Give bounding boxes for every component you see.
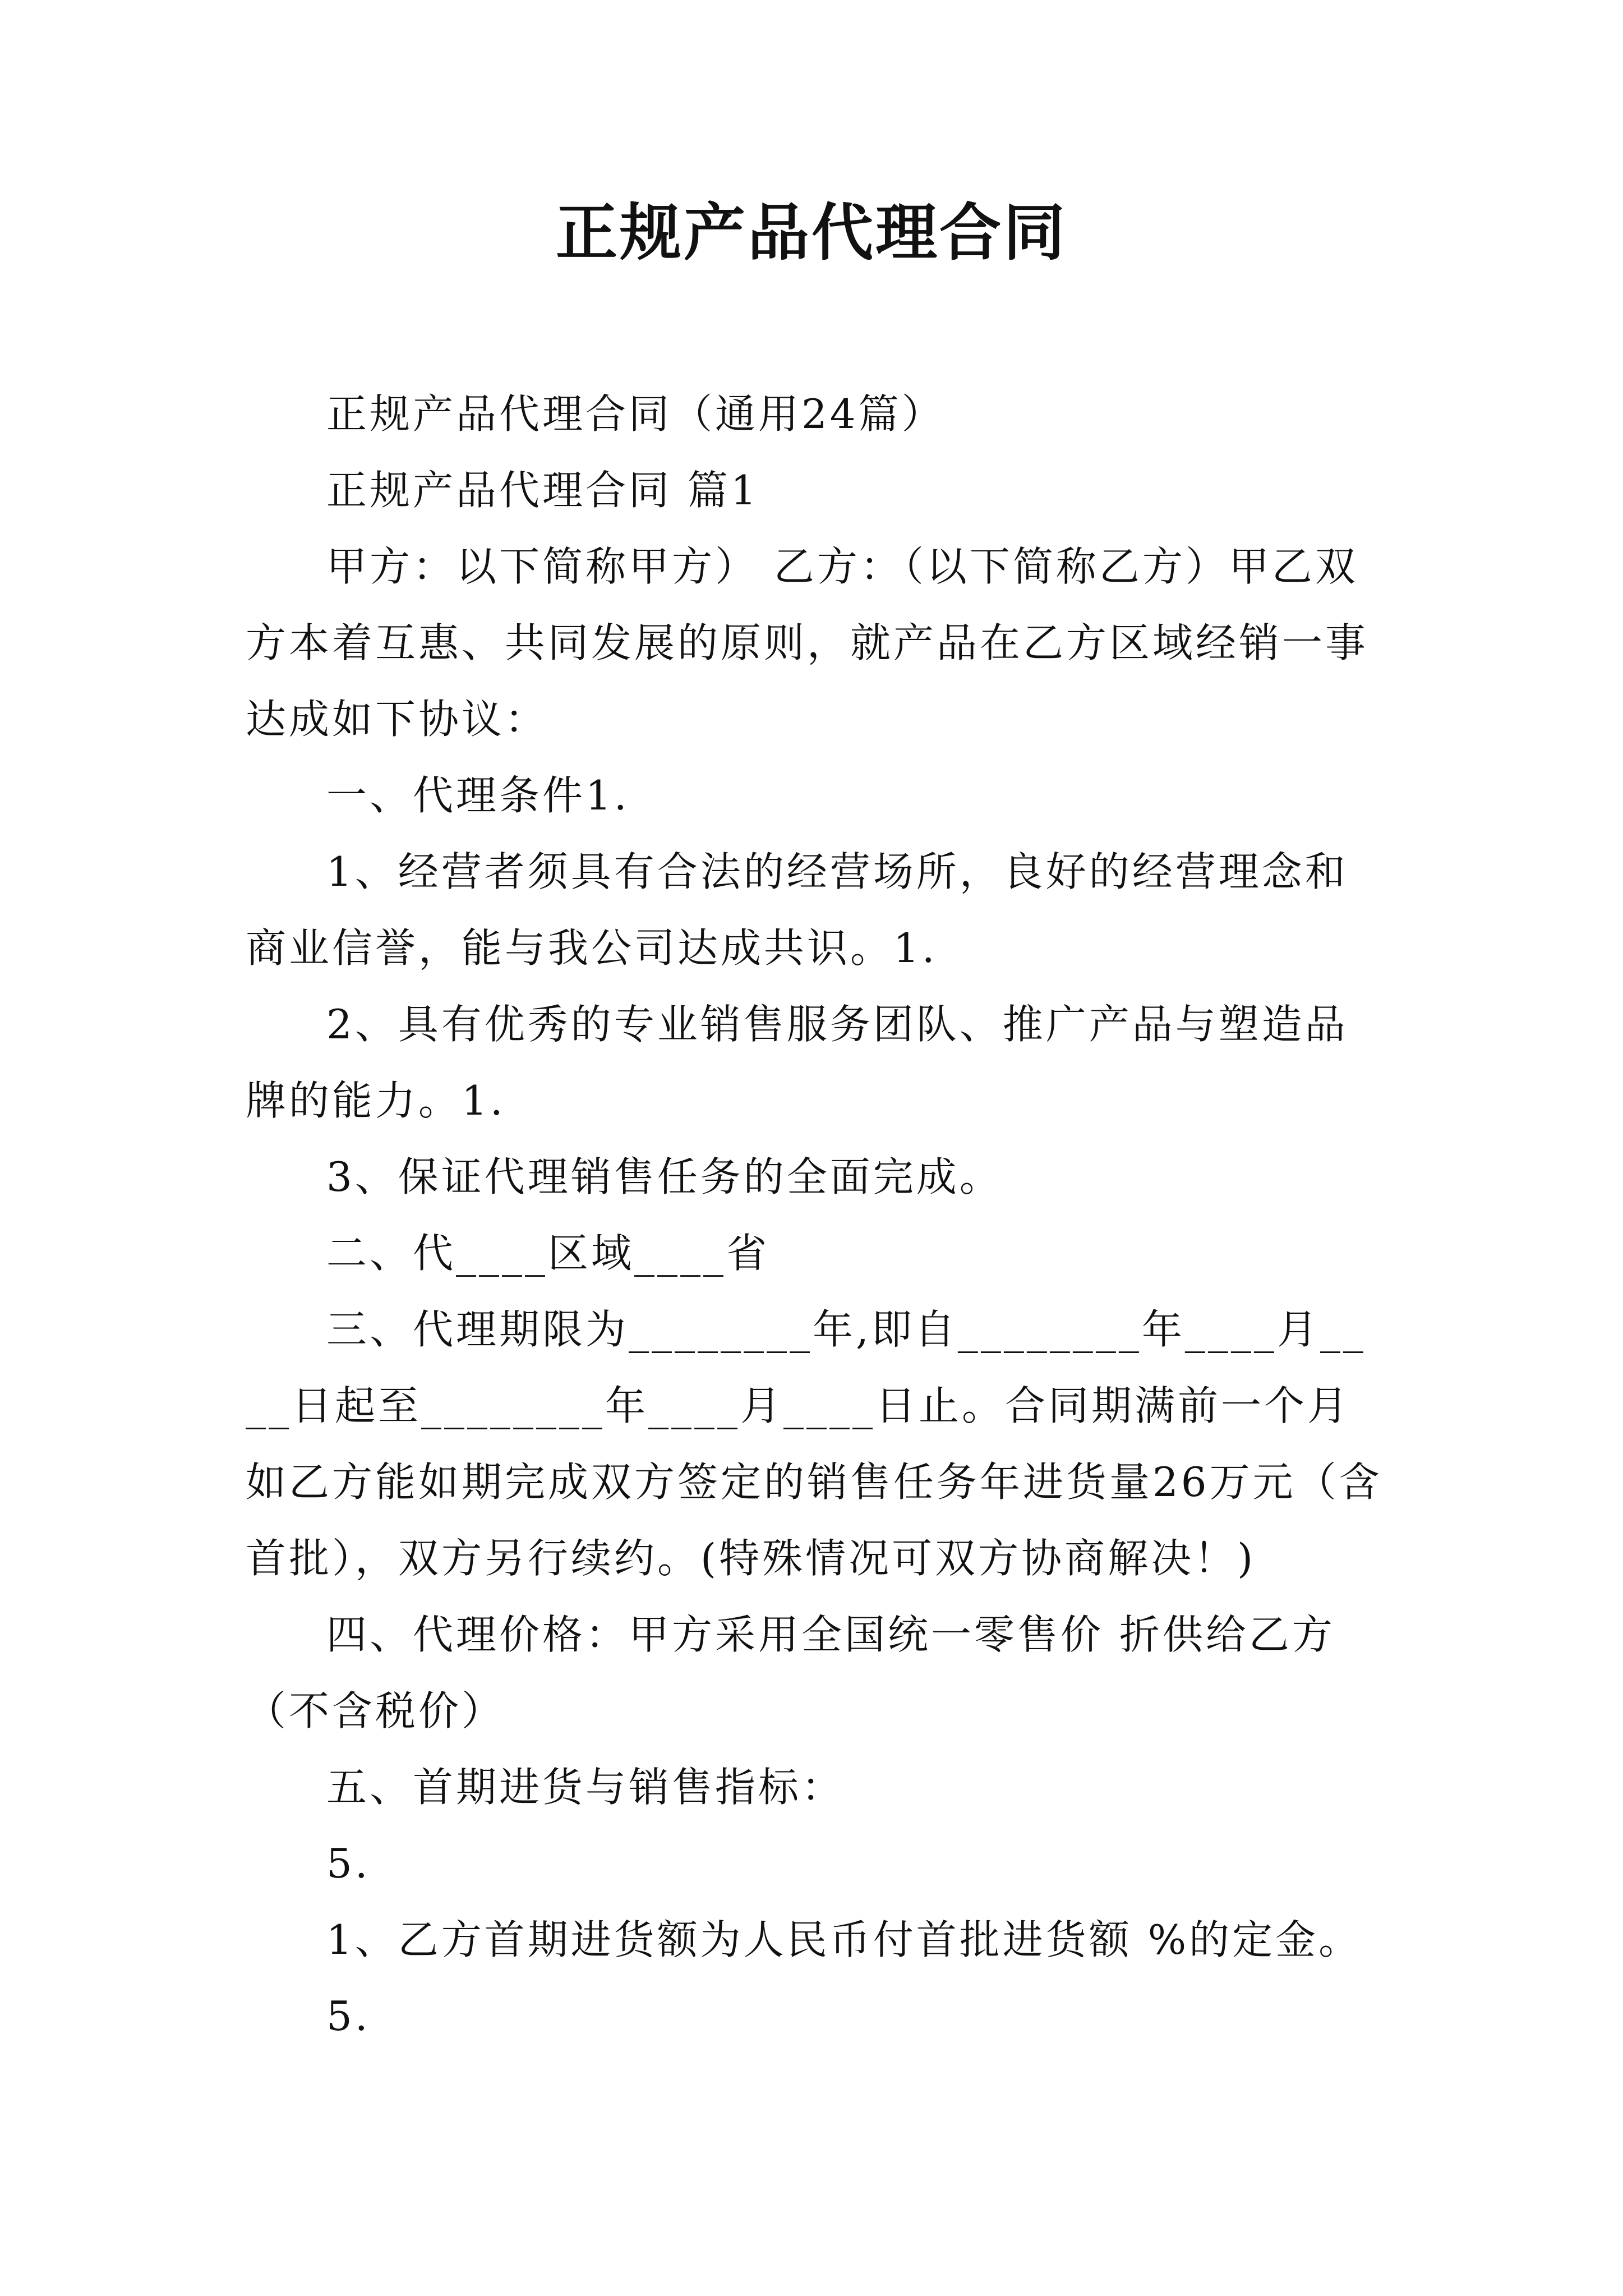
paragraph-clause-5-number-2: 5. bbox=[326, 1993, 371, 2040]
paragraph-clause-1-heading: 一、代理条件1. bbox=[326, 772, 630, 819]
paragraph-clause-1-item-3: 3、保证代理销售任务的全面完成。 bbox=[326, 1153, 1003, 1200]
paragraph-clause-5-number: 5. bbox=[326, 1840, 371, 1887]
paragraph-subtitle: 正规产品代理合同（通用24篇） bbox=[326, 390, 945, 438]
paragraph-clause-1-item-2: 2、具有优秀的专业销售服务团队、推广产品与塑造品牌的能力。1. bbox=[246, 1001, 1348, 1124]
paragraph-clause-5-heading: 五、首期进货与销售指标： bbox=[326, 1764, 845, 1811]
paragraph-clause-3-term: 三、代理期限为________年,即自________年____月____日起至________年____月____日止。合同期满前一个月如乙方能如期完成双方签定的销售任务年进货量26万元（含首批），双方另行续约。(特殊情况可双方协商解决！) bbox=[246, 1306, 1382, 1582]
paragraph-clause-5-item-1: 1、乙方首期进货额为人民币付首批进货额 %的定金。 bbox=[326, 1916, 1362, 1963]
paragraph-parties: 甲方：以下简称甲方） 乙方：（以下简称乙方）甲乙双方本着互惠、共同发展的原则，就产品在乙方区域经销一事达成如下协议： bbox=[246, 543, 1369, 743]
paragraph-clause-4-price: 四、代理价格：甲方采用全国统一零售价 折供给乙方（不含税价） bbox=[246, 1611, 1335, 1734]
document-body bbox=[246, 376, 1384, 2054]
paragraph-section-heading: 正规产品代理合同 篇1 bbox=[326, 467, 759, 514]
document-title: 正规产品代理合同 bbox=[556, 196, 1067, 269]
paragraph-clause-1-item-1: 1、经营者须具有合法的经营场所，良好的经营理念和商业信誉，能与我公司达成共识。1. bbox=[246, 848, 1348, 972]
paragraph-clause-2-region: 二、代____区域____省 bbox=[326, 1230, 770, 1277]
